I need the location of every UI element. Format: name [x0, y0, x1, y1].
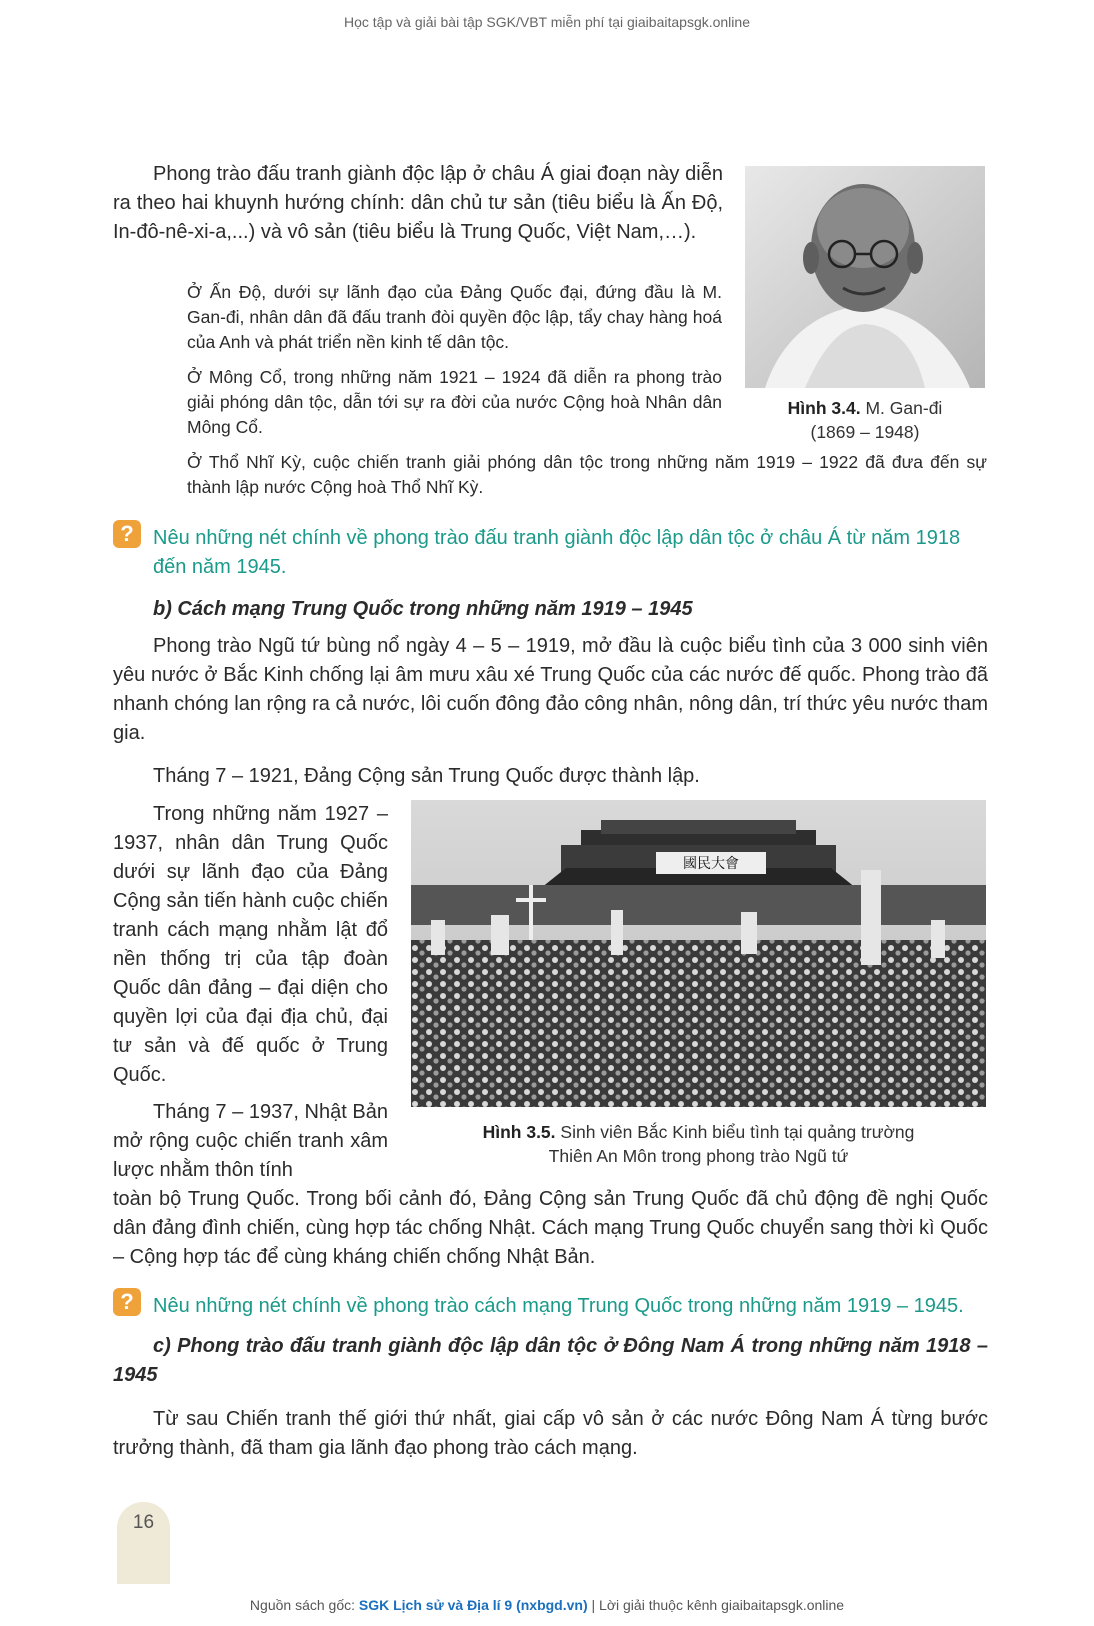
crowd-photo-icon	[411, 800, 986, 1107]
page-header: Học tập và giải bài tập SGK/VBT miễn phí tại giaibaitapsgk.online	[344, 14, 750, 30]
gandhi-photo	[745, 166, 985, 388]
figure-label: Hình 3.5.	[482, 1122, 556, 1142]
section-b-paragraph-1: Phong trào Ngũ tứ bùng nổ ngày 4 – 5 – 1919, mở đầu là cuộc biểu tình của 3 000 sinh viên yêu nước ở Bắc Kinh chống lại âm mưu xâu xé Trung Quốc của các nước đế quốc. Phong trào đã nhanh chóng lan rộng ra cả nước, lôi cuốn đông đảo công nhân, nông dân, trí thức yêu nước tham gia.	[113, 635, 988, 744]
footer-prefix: Nguồn sách gốc:	[249, 1597, 355, 1613]
section-b-heading: b) Cách mạng Trung Quốc trong những năm 1919 – 1945	[153, 598, 693, 620]
portrait-icon	[745, 166, 985, 388]
figure-caption-gandhi	[745, 396, 985, 444]
svg-text:國民大會: 國民大會	[683, 856, 739, 872]
question-1: Nêu những nét chính về phong trào đấu tranh giành độc lập dân tộc ở châu Á từ năm 1918 đến năm 1945.	[153, 527, 961, 578]
figure-caption-text: M. Gan-đi	[865, 398, 943, 418]
india-paragraph: Ở Ấn Độ, dưới sự lãnh đạo của Đảng Quốc đại, đứng đầu là M. Gan-đi, nhân dân đã đấu tranh đòi quyền độc lập, tẩy chay hàng hoá của Anh và phát triển nền kinh tế dân tộc.	[187, 282, 722, 352]
question-icon: ?	[113, 520, 141, 548]
intro-paragraph: Phong trào đấu tranh giành độc lập ở châu Á giai đoạn này diễn ra theo hai khuynh hướng chính: dân chủ tư sản (tiêu biểu là Ấn Độ, In-đô-nê-xi-a,...) và vô sản (tiêu biểu là Trung Quốc, Việt Nam,…).	[113, 163, 723, 243]
figure-caption-text: Sinh viên Bắc Kinh biểu tình tại quảng trường	[560, 1122, 915, 1142]
section-b-paragraph-3: Trong những năm 1927 – 1937, nhân dân Trung Quốc dưới sự lãnh đạo của Đảng Cộng sản tiến hành cuộc chiến tranh cách mạng nhằm lật đổ nền thống trị của tập đoàn Quốc dân đảng – đại diện cho quyền lợi của đại địa chủ, đại tư sản và đế quốc ở Trung Quốc.	[113, 803, 388, 1086]
figure-caption-tiananmen	[411, 1120, 986, 1168]
section-c-heading: c) Phong trào đấu tranh giành độc lập dân tộc ở Đông Nam Á trong những năm 1918 – 1945	[113, 1335, 988, 1386]
footer-suffix: | Lời giải thuộc kênh giaibaitapsgk.online	[591, 1597, 845, 1613]
question-icon: ?	[113, 1288, 141, 1316]
figure-caption-years: (1869 – 1948)	[810, 422, 920, 442]
section-c-paragraph-1: Từ sau Chiến tranh thế giới thứ nhất, giai cấp vô sản ở các nước Đông Nam Á từng bước trưởng thành, đã tham gia lãnh đạo phong trào cách mạng.	[113, 1408, 988, 1459]
figure-label: Hình 3.4.	[787, 398, 861, 418]
section-b-paragraph-4a: Tháng 7 – 1937, Nhật Bản mở rộng cuộc chiến tranh xâm lược nhằm thôn tính	[113, 1101, 388, 1181]
footer-source-link[interactable]: SGK Lịch sử và Địa lí 9 (nxbgd.vn)	[358, 1597, 588, 1613]
tiananmen-photo	[411, 800, 986, 1107]
page-footer	[0, 1597, 1094, 1613]
page-number: 16	[132, 1512, 155, 1533]
question-2: Nêu những nét chính về phong trào cách mạng Trung Quốc trong những năm 1919 – 1945.	[153, 1295, 964, 1317]
section-b-paragraph-4b: toàn bộ Trung Quốc. Trong bối cảnh đó, Đảng Cộng sản Trung Quốc đã chủ động đề nghị Quốc dân đảng đình chiến, cùng hợp tác chống Nhật. Cách mạng Trung Quốc chuyển sang thời kì Quốc – Cộng hợp tác để cùng kháng chiến chống Nhật Bản.	[113, 1188, 988, 1268]
section-b-paragraph-2: Tháng 7 – 1921, Đảng Cộng sản Trung Quốc được thành lập.	[153, 765, 700, 787]
figure-caption-text-2: Thiên An Môn trong phong trào Ngũ tứ	[548, 1146, 849, 1166]
turkey-paragraph: Ở Thổ Nhĩ Kỳ, cuộc chiến tranh giải phóng dân tộc trong những năm 1919 – 1922 đã đưa đến sự thành lập nước Cộng hoà Thổ Nhĩ Kỳ.	[187, 452, 987, 497]
mongolia-paragraph: Ở Mông Cổ, trong những năm 1921 – 1924 đã diễn ra phong trào giải phóng dân tộc, dẫn tới sự ra đời của nước Cộng hoà Nhân dân Mông Cổ.	[187, 367, 722, 437]
